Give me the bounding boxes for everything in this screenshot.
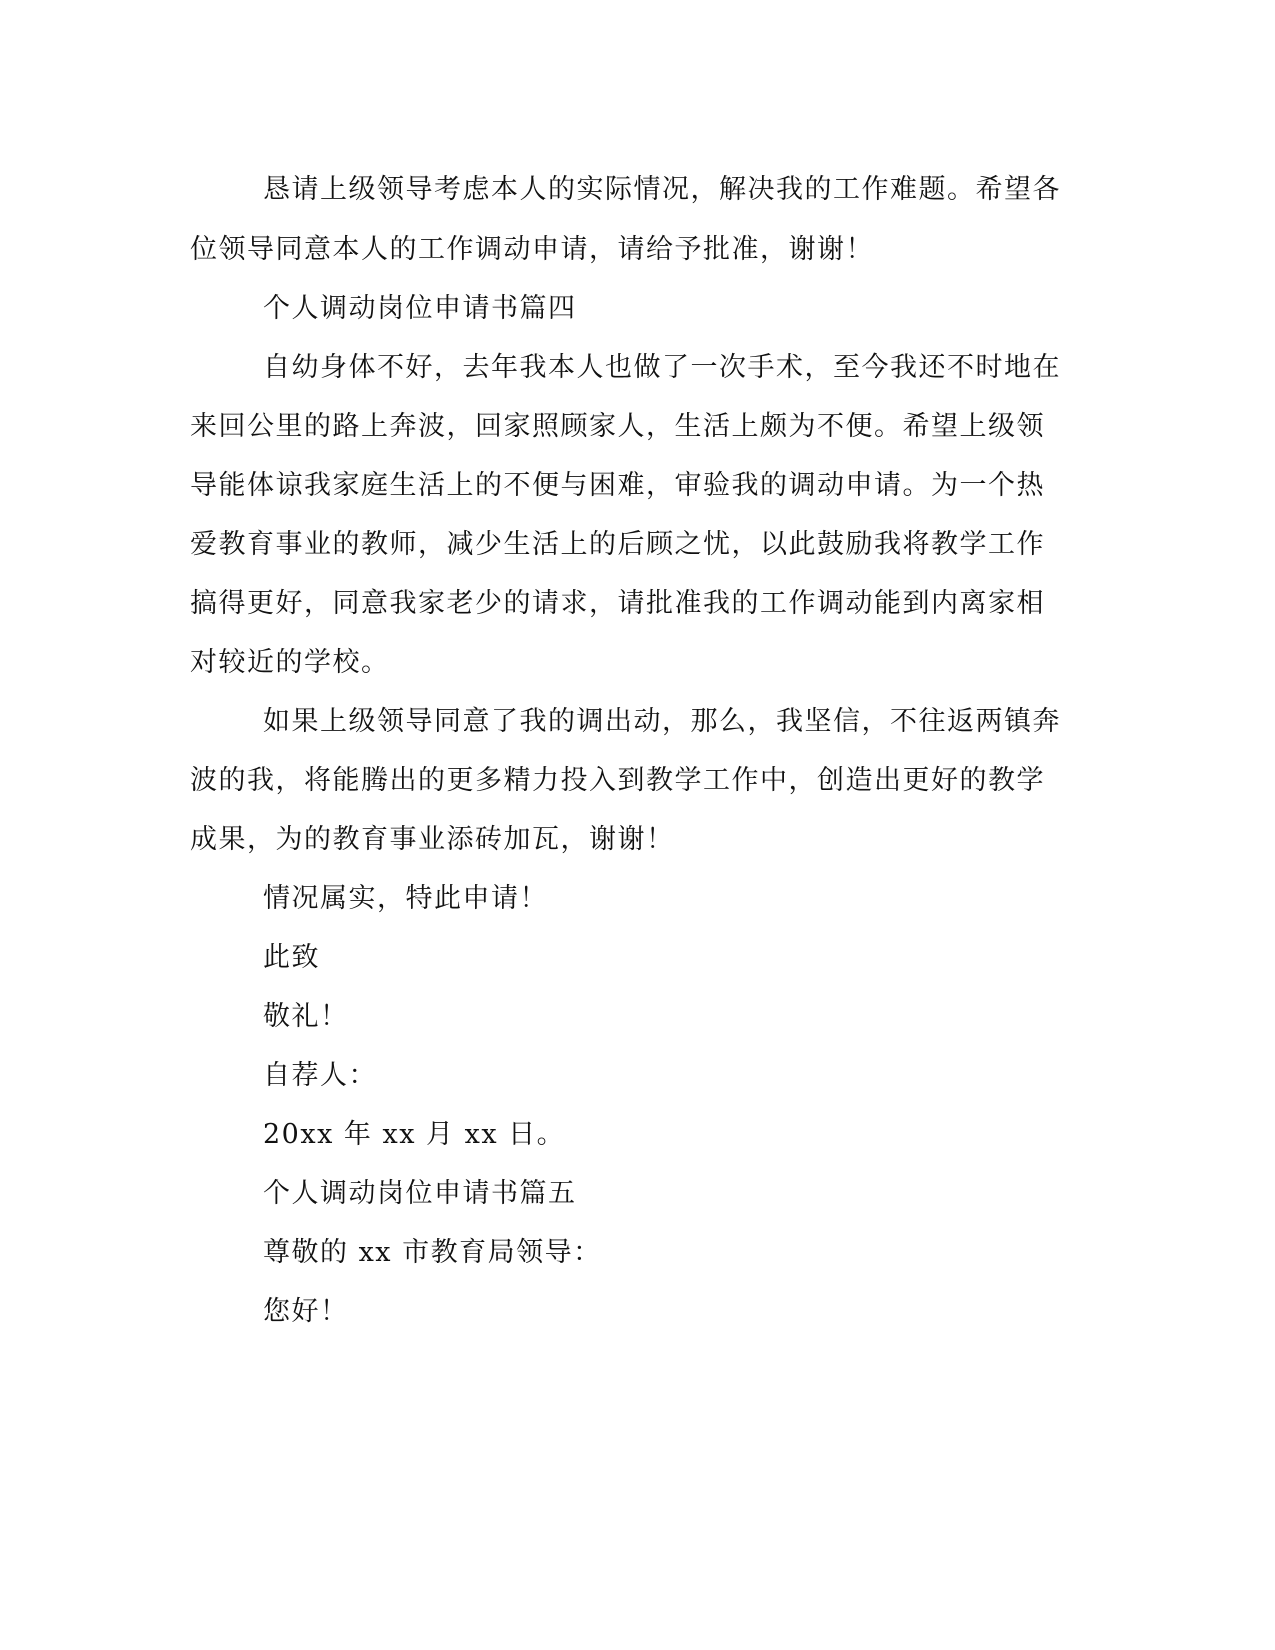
paragraph-line: 情况属实，特此申请！	[263, 883, 548, 914]
paragraph-line: 位领导同意本人的工作调动申请，请给予批准，谢谢！	[190, 234, 874, 265]
greeting-line: 您好！	[263, 1296, 349, 1327]
paragraph-line: 搞得更好，同意我家老少的请求，请批准我的工作调动能到内离家相	[190, 588, 1045, 619]
date-line: 20xx 年 xx 月 xx 日。	[263, 1119, 566, 1150]
paragraph-line: 如果上级领导同意了我的调出动，那么，我坚信，不往返两镇奔	[263, 706, 1061, 737]
signature-line: 自荐人：	[263, 1060, 377, 1091]
paragraph-line: 自幼身体不好，去年我本人也做了一次手术，至今我还不时地在	[263, 352, 1061, 383]
paragraph-line: 导能体谅我家庭生活上的不便与困难，审验我的调动申请。为一个热	[190, 470, 1045, 501]
closing-line: 此致	[263, 942, 320, 973]
paragraph-line: 来回公里的路上奔波，回家照顾家人，生活上颇为不便。希望上级领	[190, 411, 1045, 442]
paragraph-line: 成果，为的教育事业添砖加瓦，谢谢！	[190, 824, 675, 855]
paragraph-line: 爱教育事业的教师，减少生活上的后顾之忧，以此鼓励我将教学工作	[190, 529, 1045, 560]
salutation-line: 尊敬的 xx 市教育局领导：	[263, 1237, 602, 1268]
section-heading: 个人调动岗位申请书篇五	[263, 1178, 577, 1209]
closing-line: 敬礼！	[263, 1001, 349, 1032]
paragraph-line: 恳请上级领导考虑本人的实际情况，解决我的工作难题。希望各	[263, 174, 1061, 205]
paragraph-line: 对较近的学校。	[190, 647, 390, 678]
section-heading: 个人调动岗位申请书篇四	[263, 293, 577, 324]
paragraph-line: 波的我，将能腾出的更多精力投入到教学工作中，创造出更好的教学	[190, 765, 1045, 796]
